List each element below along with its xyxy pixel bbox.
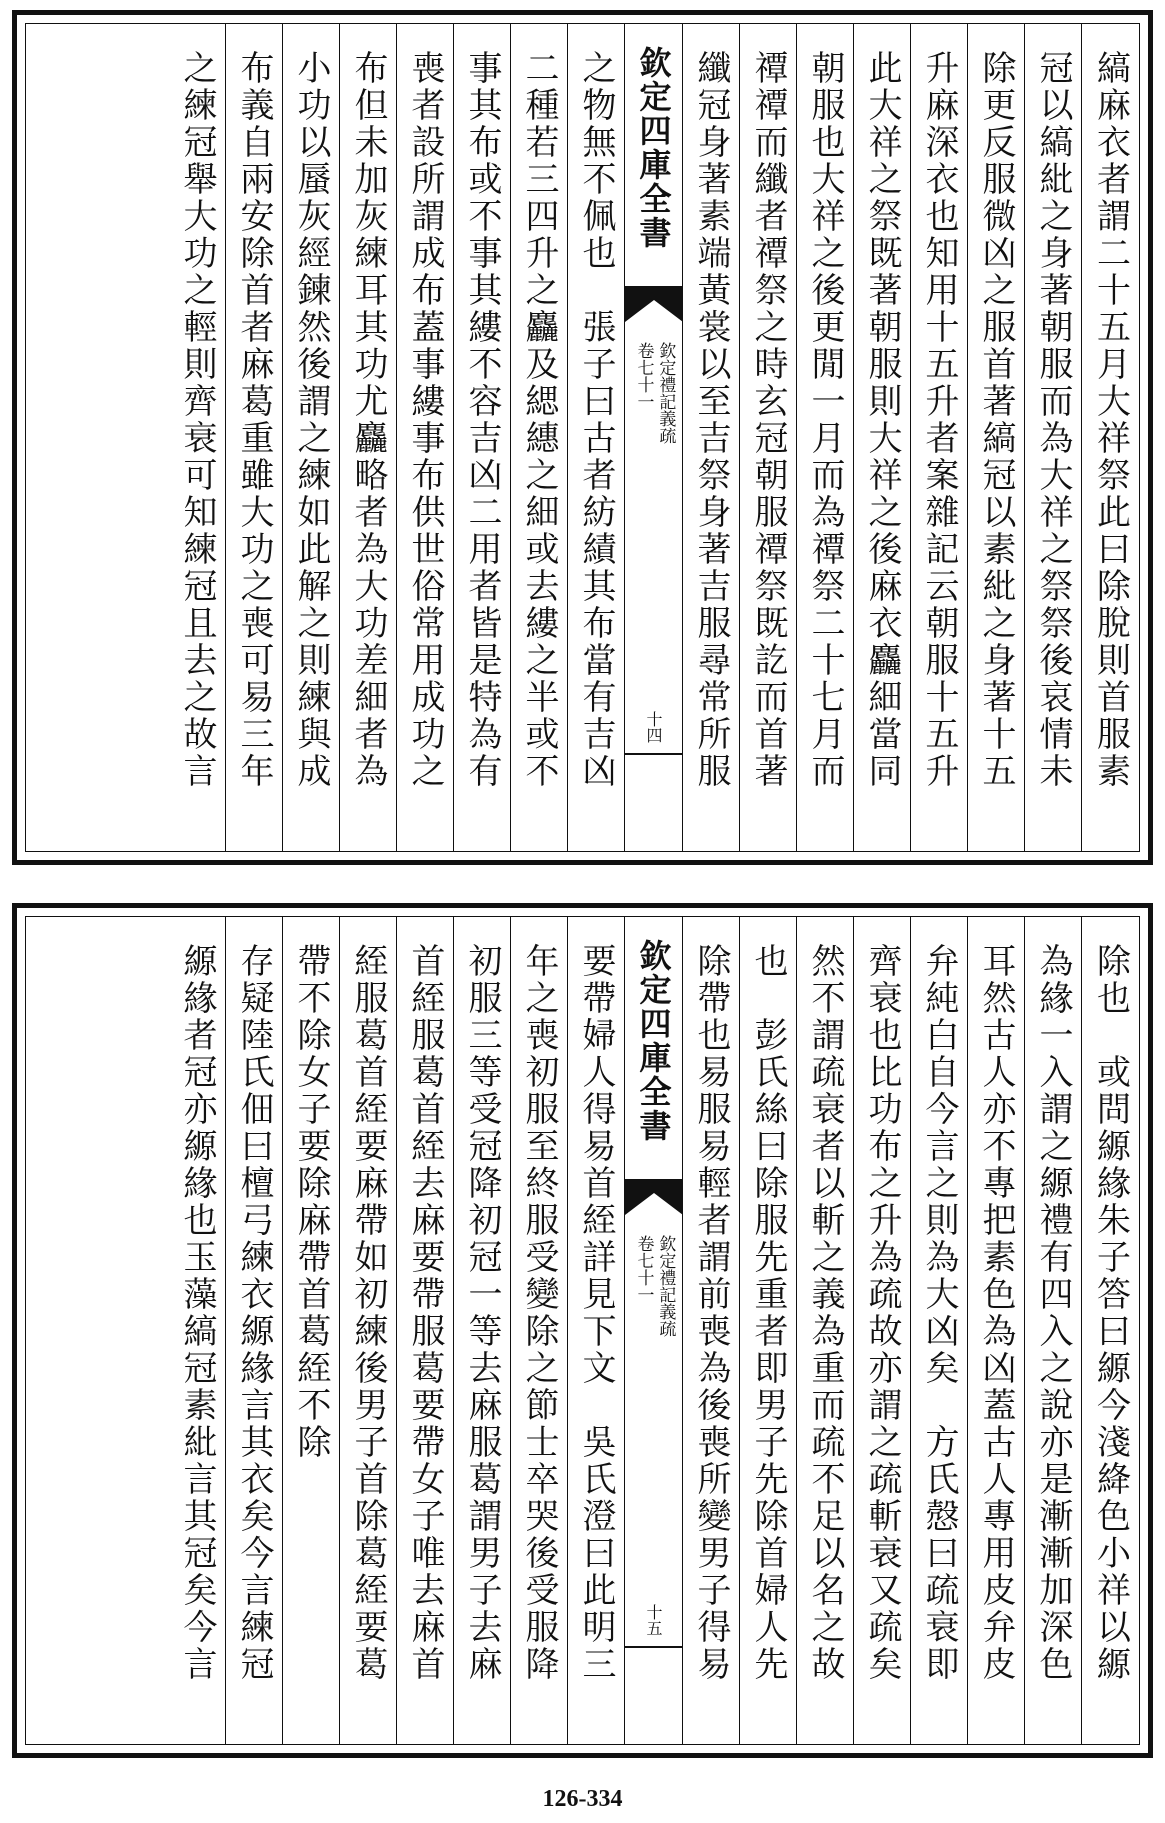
- top-right-column-3: [968, 24, 1025, 851]
- column-text: 帶不除女子要除麻帶首葛絰不除: [291, 943, 331, 1461]
- series-title: 欽定四庫全書: [634, 939, 673, 1143]
- column-text: 除也 或問縓緣朱子答曰縓今淺絳色小祥以縓: [1090, 943, 1131, 1683]
- column-text: 之物無不佩也 張子曰古者紡績其布當有吉凶: [576, 50, 616, 790]
- column-text: 初服三等受冠降初冠一等去麻服葛謂男子去麻: [462, 943, 502, 1683]
- column-text: 耳然古人亦不專把素色為凶蓋古人專用皮弁皮: [976, 943, 1016, 1683]
- column-text: 冠以縞紕之身著朝服而為大祥之祭祭後哀情未: [1033, 50, 1073, 790]
- bottom-right-column-6: [797, 917, 854, 1744]
- top-page-columns: [26, 24, 1139, 851]
- bottom-page-columns: [26, 917, 1139, 1744]
- top-right-column-5: [854, 24, 911, 851]
- column-text: 事其布或不事其縷不容吉凶二用者皆是特為有: [462, 50, 502, 790]
- top-left-column-4: [397, 24, 454, 851]
- column-text: 升麻深衣也知用十五升者案雜記云朝服十五升: [919, 50, 959, 790]
- leaf-number: 十五: [644, 1604, 663, 1636]
- column-text: 然不謂疏衰者以斬之義為重而疏不足以名之故: [805, 943, 845, 1683]
- bottom-left-column-4: [397, 917, 454, 1744]
- bottom-left-column-7: [226, 917, 283, 1744]
- column-text: 此大祥之祭既著朝服則大祥之後麻衣麤細當同: [862, 50, 902, 790]
- bottom-right-column-8: [683, 917, 740, 1744]
- column-text: 齊衰也比功布之升為疏故亦謂之疏斬衰又疏矣: [862, 943, 902, 1683]
- column-text: 小功以蜃灰經鍊然後謂之練如此解之則練與成: [291, 50, 331, 790]
- bottom-right-column-7: [740, 917, 797, 1744]
- column-text: 除帶也易服易輕者謂前喪為後喪所變男子得易: [691, 943, 731, 1683]
- top-right-column-1: [1082, 24, 1139, 851]
- bottom-right-column-2: [1025, 917, 1082, 1744]
- fish-tail-mark-icon: [625, 286, 683, 322]
- bottom-right-column-1: [1082, 917, 1139, 1744]
- bottom-left-column-2: [511, 917, 568, 1744]
- top-page-text-frame: [25, 23, 1140, 852]
- bottom-left-column-8: [169, 917, 226, 1744]
- bottom-right-column-4: [911, 917, 968, 1744]
- spine-divider: [625, 753, 682, 755]
- bottom-right-column-3: [968, 917, 1025, 1744]
- column-text: 首絰服葛首絰去麻要帶服葛要帶女子唯去麻首: [405, 943, 445, 1683]
- bottom-page-text-frame: [25, 916, 1140, 1745]
- bottom-left-column-3: [454, 917, 511, 1744]
- book-info: [634, 342, 674, 444]
- book-title: 欽定禮記義疏: [655, 342, 676, 444]
- column-text: 禫禫而纖者禫祭之時玄冠朝服禫祭既訖而首著: [748, 50, 788, 790]
- column-text: 絰服葛首絰要麻帶如初練後男子首除葛絰要葛: [348, 943, 388, 1683]
- column-text: 布但未加灰練耳其功尤麤略者為大功差細者為: [348, 50, 388, 790]
- top-left-column-1: [568, 24, 625, 851]
- page-number: 126-334: [542, 1786, 623, 1812]
- book-info: [634, 1235, 674, 1337]
- top-right-column-8: [683, 24, 740, 851]
- bottom-spine: [625, 917, 683, 1744]
- leaf-number: 十四: [644, 711, 663, 743]
- bottom-left-column-6: [283, 917, 340, 1744]
- top-left-column-5: [340, 24, 397, 851]
- top-left-column-6: [283, 24, 340, 851]
- top-left-column-3: [454, 24, 511, 851]
- column-text: 纖冠身著素端黃裳以至吉祭身著吉服尋常所服: [691, 50, 731, 790]
- top-right-column-6: [797, 24, 854, 851]
- column-text: 二種若三四升之麤及緦繐之細或去縷之半或不: [519, 50, 559, 790]
- column-text: 要帶婦人得易首絰詳見下文 吳氏澄曰此明三: [576, 943, 616, 1683]
- volume-label: 卷七十一: [633, 342, 654, 410]
- column-text: 存疑陸氏佃曰檀弓練衣縓緣言其衣矣今言練冠: [234, 943, 274, 1683]
- column-text: 縞麻衣者謂二十五月大祥祭此曰除脫則首服素: [1090, 50, 1131, 790]
- column-text: 縓緣者冠亦縓緣也玉藻縞冠素紕言其冠矣今言: [177, 943, 217, 1683]
- column-text: 布義自兩安除首者麻葛重雖大功之喪可易三年: [234, 50, 274, 790]
- top-left-column-7: [226, 24, 283, 851]
- column-text: 為緣一入謂之縓禮有四入之說亦是漸漸加深色: [1033, 943, 1073, 1683]
- column-text: 除更反服微凶之服首著縞冠以素紕之身著十五: [976, 50, 1016, 790]
- top-left-column-2: [511, 24, 568, 851]
- volume-label: 卷七十一: [633, 1235, 654, 1303]
- column-text: 喪者設所謂成布蓋事縷事布供世俗常用成功之: [405, 50, 445, 790]
- column-text: 也 彭氏絲曰除服先重者即男子先除首婦人先: [748, 943, 788, 1683]
- bottom-right-column-5: [854, 917, 911, 1744]
- column-text: 朝服也大祥之後更閒一月而為禫祭二十七月而: [805, 50, 845, 790]
- top-spine: [625, 24, 683, 851]
- column-text: 之練冠舉大功之輕則齊衰可知練冠且去之故言: [177, 50, 217, 790]
- fish-tail-mark-icon: [625, 1179, 683, 1215]
- column-text: 弁純白自今言之則為大凶矣 方氏慤曰疏衰即: [919, 943, 959, 1683]
- top-left-column-8: [169, 24, 226, 851]
- bottom-page: [12, 903, 1153, 1758]
- top-page: [12, 10, 1153, 865]
- series-title: 欽定四庫全書: [634, 46, 673, 250]
- column-text: 年之喪初服至終服受變除之節士卒哭後受服降: [519, 943, 559, 1683]
- book-title: 欽定禮記義疏: [655, 1235, 676, 1337]
- top-right-column-7: [740, 24, 797, 851]
- bottom-left-column-1: [568, 917, 625, 1744]
- top-right-column-4: [911, 24, 968, 851]
- spine-divider: [625, 1646, 682, 1648]
- bottom-left-column-5: [340, 917, 397, 1744]
- top-right-column-2: [1025, 24, 1082, 851]
